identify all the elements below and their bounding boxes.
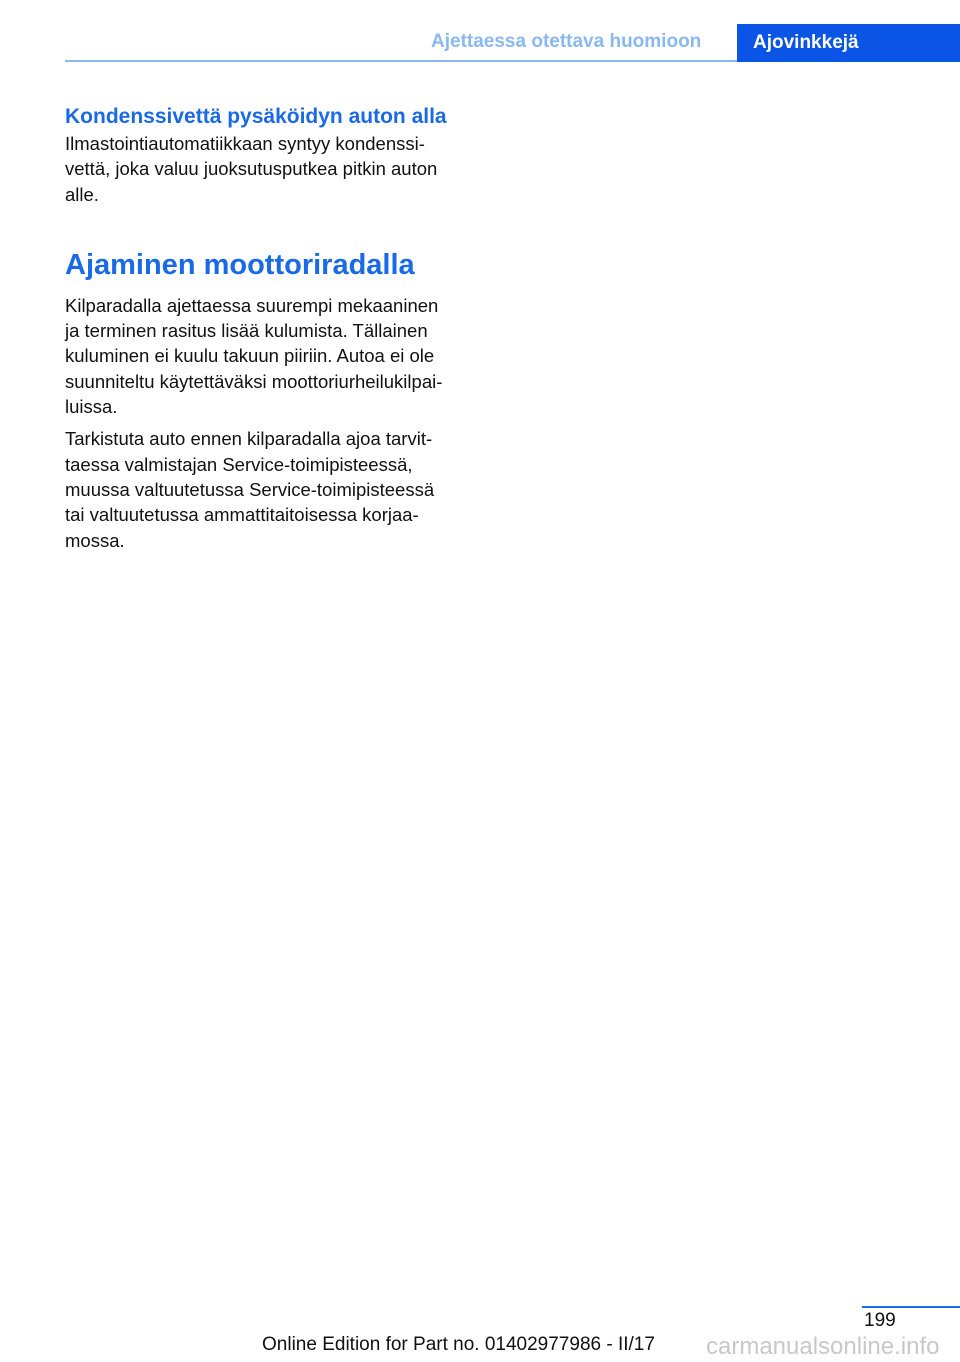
page-number: 199 xyxy=(864,1310,896,1331)
header-divider xyxy=(65,60,737,62)
paragraph: Tarkistuta auto ennen kilparadalla ajoa tarvit- taessa valmistajan Service-toimipisteessä, muussa valtuutetussa Service-toimipisteessä tai valtuutetussa ammattitaitoisessa korjaa- mossa. xyxy=(65,428,435,551)
header-section-title: Ajettaessa otettava huomioon xyxy=(431,31,702,52)
paragraph: Kilparadalla ajettaessa suurempi mekaaninen ja terminen rasitus lisää kulumista. Tällainen kuluminen ei kuulu takuun piiriin. Autoa ei ole suunniteltu käytettäväksi moottoriurheilukilpai- luissa. xyxy=(65,294,443,418)
heading-racetrack: Ajaminen moottoriradalla xyxy=(65,248,415,281)
page-content xyxy=(65,103,485,560)
edition-footer: Online Edition for Part no. 01402977986 - II/17 xyxy=(262,1334,655,1355)
paragraph: Ilmastointiautomatiikkaan syntyy kondenssi- vettä, joka valuu juoksutusputkea pitkin auton alle. xyxy=(65,133,438,205)
subheading-condensation: Kondenssivettä pysäköidyn auton alla xyxy=(65,105,447,128)
header-chapter-tab: Ajovinkkejä xyxy=(737,24,960,62)
page-number-divider xyxy=(862,1306,960,1308)
watermark: carmanualsonline.info xyxy=(706,1333,940,1360)
